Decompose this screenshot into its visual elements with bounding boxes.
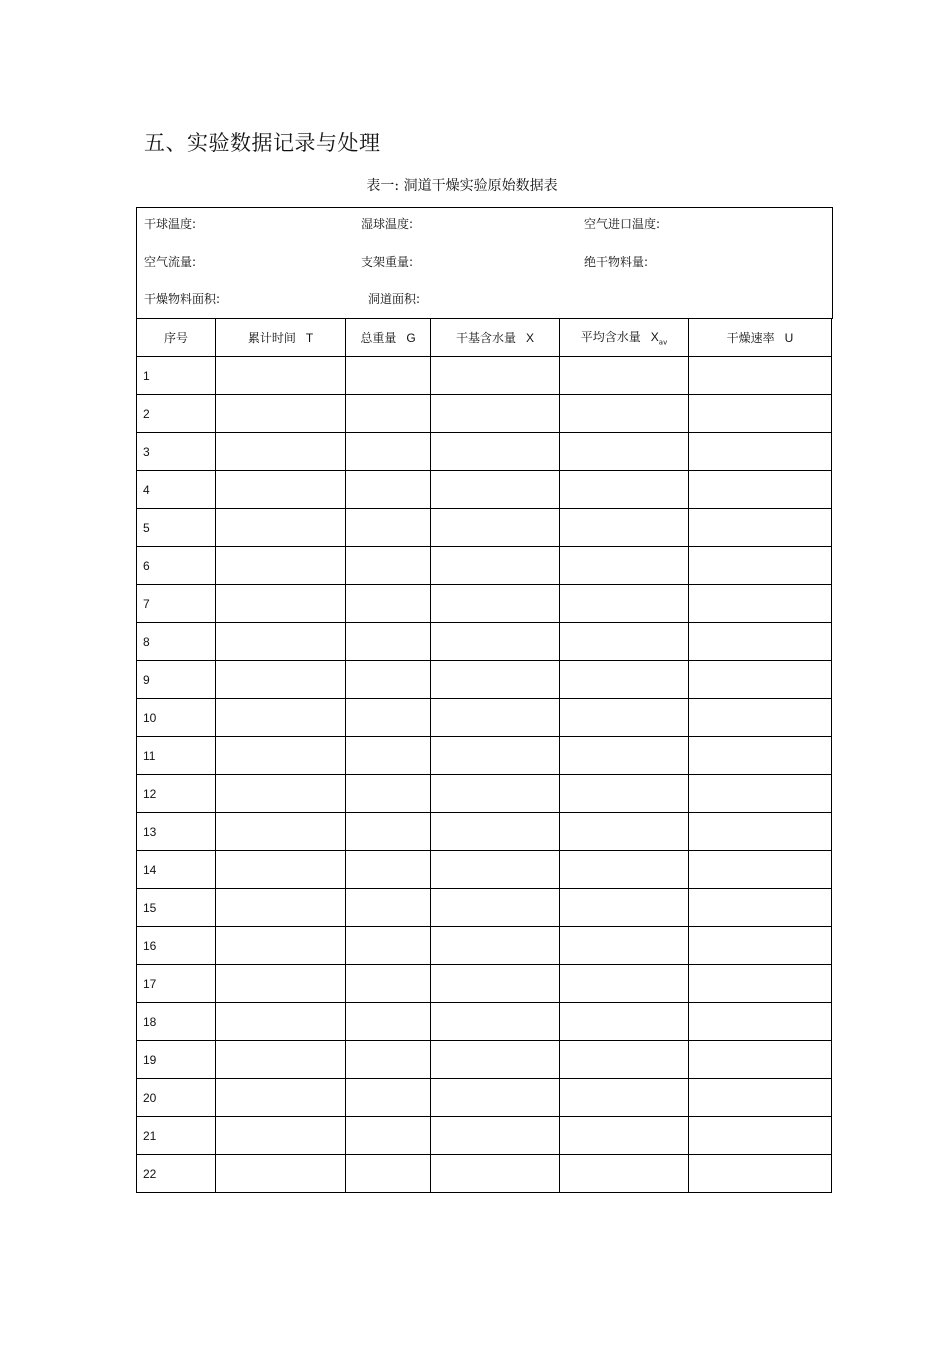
cumulative-time-cell[interactable]: [216, 1155, 346, 1193]
dry-basis-moisture-cell[interactable]: [431, 851, 560, 889]
total-weight-cell[interactable]: [346, 1079, 431, 1117]
drying-rate-cell[interactable]: [689, 509, 832, 547]
dry-basis-moisture-cell[interactable]: [431, 471, 560, 509]
drying-rate-cell[interactable]: [689, 471, 832, 509]
drying-rate-cell[interactable]: [689, 1155, 832, 1193]
dry-basis-moisture-cell[interactable]: [431, 965, 560, 1003]
dry-basis-moisture-cell[interactable]: [431, 661, 560, 699]
average-moisture-cell[interactable]: [560, 927, 689, 965]
total-weight-cell[interactable]: [346, 623, 431, 661]
table-row: [137, 927, 832, 965]
drying-rate-cell[interactable]: [689, 965, 832, 1003]
average-moisture-cell[interactable]: [560, 965, 689, 1003]
total-weight-cell[interactable]: [346, 1041, 431, 1079]
row-index: 5: [137, 509, 216, 547]
cumulative-time-cell[interactable]: [216, 851, 346, 889]
table-row: [137, 661, 832, 699]
total-weight-cell[interactable]: [346, 395, 431, 433]
table-row: [137, 699, 832, 737]
total-weight-cell[interactable]: [346, 889, 431, 927]
row-index: 1: [137, 357, 216, 395]
total-weight-cell[interactable]: [346, 471, 431, 509]
average-moisture-cell[interactable]: [560, 1079, 689, 1117]
drying-rate-cell[interactable]: [689, 889, 832, 927]
dry-basis-moisture-cell[interactable]: [431, 775, 560, 813]
row-index: 19: [137, 1041, 216, 1079]
total-weight-cell[interactable]: [346, 1155, 431, 1193]
drying-rate-cell[interactable]: [689, 395, 832, 433]
drying-rate-cell[interactable]: [689, 585, 832, 623]
table-row: [137, 737, 832, 775]
cumulative-time-cell[interactable]: [216, 737, 346, 775]
drying-rate-cell[interactable]: [689, 1041, 832, 1079]
row-index: 15: [137, 889, 216, 927]
dry-basis-moisture-cell[interactable]: [431, 737, 560, 775]
total-weight-cell[interactable]: [346, 547, 431, 585]
table-row: [137, 357, 832, 395]
row-index: 13: [137, 813, 216, 851]
info-box: [136, 207, 833, 319]
table-row: [137, 433, 832, 471]
dry-basis-moisture-cell[interactable]: [431, 699, 560, 737]
row-index: 22: [137, 1155, 216, 1193]
cumulative-time-cell[interactable]: [216, 1117, 346, 1155]
dry-basis-moisture-cell[interactable]: [431, 433, 560, 471]
row-index: 2: [137, 395, 216, 433]
row-index: 14: [137, 851, 216, 889]
average-moisture-cell[interactable]: [560, 1003, 689, 1041]
cumulative-time-cell[interactable]: [216, 1079, 346, 1117]
average-moisture-cell[interactable]: [560, 623, 689, 661]
info-field-tunnel-area: 洞道面积:: [368, 292, 421, 306]
average-moisture-cell[interactable]: [560, 813, 689, 851]
total-weight-cell[interactable]: [346, 661, 431, 699]
average-moisture-cell[interactable]: [560, 851, 689, 889]
drying-rate-cell[interactable]: [689, 1003, 832, 1041]
row-index: 20: [137, 1079, 216, 1117]
drying-rate-cell[interactable]: [689, 623, 832, 661]
dry-basis-moisture-cell[interactable]: [431, 1003, 560, 1041]
average-moisture-cell[interactable]: [560, 699, 689, 737]
drying-rate-cell[interactable]: [689, 927, 832, 965]
table-row: [137, 965, 832, 1003]
cumulative-time-cell[interactable]: [216, 357, 346, 395]
cumulative-time-cell[interactable]: [216, 965, 346, 1003]
total-weight-cell[interactable]: [346, 699, 431, 737]
average-moisture-cell[interactable]: [560, 737, 689, 775]
total-weight-cell[interactable]: [346, 1117, 431, 1155]
info-field-wet-bulb-temp: 湿球温度:: [361, 217, 414, 231]
dry-basis-moisture-cell[interactable]: [431, 889, 560, 927]
info-field-material-area: 干燥物料面积:: [144, 292, 221, 306]
row-index: 11: [137, 737, 216, 775]
total-weight-cell[interactable]: [346, 737, 431, 775]
average-moisture-cell[interactable]: [560, 661, 689, 699]
average-moisture-cell[interactable]: [560, 889, 689, 927]
cumulative-time-cell[interactable]: [216, 547, 346, 585]
table-row: [137, 851, 832, 889]
average-moisture-cell[interactable]: [560, 395, 689, 433]
drying-rate-cell[interactable]: [689, 851, 832, 889]
cumulative-time-cell[interactable]: [216, 775, 346, 813]
cumulative-time-cell[interactable]: [216, 927, 346, 965]
average-moisture-cell[interactable]: [560, 509, 689, 547]
average-moisture-cell[interactable]: [560, 585, 689, 623]
dry-basis-moisture-cell[interactable]: [431, 1155, 560, 1193]
dry-basis-moisture-cell[interactable]: [431, 395, 560, 433]
header-index: 序号: [137, 319, 216, 357]
drying-rate-cell[interactable]: [689, 1117, 832, 1155]
total-weight-cell[interactable]: [346, 775, 431, 813]
table-row: [137, 547, 832, 585]
row-index: 4: [137, 471, 216, 509]
dry-basis-moisture-cell[interactable]: [431, 357, 560, 395]
table-row: [137, 1117, 832, 1155]
info-field-air-flow: 空气流量:: [144, 255, 197, 269]
header-cumulative-time: 累计时间 T: [216, 319, 346, 357]
row-index: 3: [137, 433, 216, 471]
drying-rate-cell[interactable]: [689, 357, 832, 395]
total-weight-cell[interactable]: [346, 509, 431, 547]
drying-rate-cell[interactable]: [689, 547, 832, 585]
info-field-air-inlet-temp: 空气进口温度:: [584, 217, 661, 231]
average-moisture-cell[interactable]: [560, 433, 689, 471]
dry-basis-moisture-cell[interactable]: [431, 1079, 560, 1117]
table-row: [137, 813, 832, 851]
header-row: [137, 319, 832, 357]
cumulative-time-cell[interactable]: [216, 889, 346, 927]
total-weight-cell[interactable]: [346, 965, 431, 1003]
header-dry-basis-moisture: 干基含水量 X: [431, 319, 560, 357]
row-index: 12: [137, 775, 216, 813]
dry-basis-moisture-cell[interactable]: [431, 1117, 560, 1155]
drying-rate-cell[interactable]: [689, 661, 832, 699]
info-field-dry-bulb-temp: 干球温度:: [144, 217, 197, 231]
total-weight-cell[interactable]: [346, 1003, 431, 1041]
header-total-weight: 总重量 G: [346, 319, 431, 357]
dry-basis-moisture-cell[interactable]: [431, 927, 560, 965]
dry-basis-moisture-cell[interactable]: [431, 813, 560, 851]
drying-rate-cell[interactable]: [689, 1079, 832, 1117]
total-weight-cell[interactable]: [346, 851, 431, 889]
drying-rate-cell[interactable]: [689, 699, 832, 737]
drying-rate-cell[interactable]: [689, 737, 832, 775]
cumulative-time-cell[interactable]: [216, 509, 346, 547]
cumulative-time-cell[interactable]: [216, 661, 346, 699]
dry-basis-moisture-cell[interactable]: [431, 1041, 560, 1079]
cumulative-time-cell[interactable]: [216, 471, 346, 509]
cumulative-time-cell[interactable]: [216, 623, 346, 661]
row-index: 8: [137, 623, 216, 661]
table-row: [137, 1155, 832, 1193]
data-table: [136, 318, 832, 1193]
average-moisture-cell[interactable]: [560, 1117, 689, 1155]
drying-rate-cell[interactable]: [689, 775, 832, 813]
total-weight-cell[interactable]: [346, 585, 431, 623]
row-index: 6: [137, 547, 216, 585]
table-row: [137, 1079, 832, 1117]
total-weight-cell[interactable]: [346, 813, 431, 851]
cumulative-time-cell[interactable]: [216, 395, 346, 433]
row-index: 10: [137, 699, 216, 737]
total-weight-cell[interactable]: [346, 433, 431, 471]
dry-basis-moisture-cell[interactable]: [431, 585, 560, 623]
info-field-dry-material-mass: 绝干物料量:: [584, 255, 649, 269]
table-row: [137, 395, 832, 433]
section-title: 五、实验数据记录与处理: [144, 131, 381, 155]
table-row: [137, 889, 832, 927]
row-index: 9: [137, 661, 216, 699]
table-row: [137, 509, 832, 547]
row-index: 18: [137, 1003, 216, 1041]
average-moisture-cell[interactable]: [560, 471, 689, 509]
row-index: 21: [137, 1117, 216, 1155]
table-row: [137, 1003, 832, 1041]
row-index: 7: [137, 585, 216, 623]
cumulative-time-cell[interactable]: [216, 1003, 346, 1041]
cumulative-time-cell[interactable]: [216, 1041, 346, 1079]
dry-basis-moisture-cell[interactable]: [431, 509, 560, 547]
table-row: [137, 775, 832, 813]
drying-rate-cell[interactable]: [689, 813, 832, 851]
header-drying-rate: 干燥速率 U: [689, 319, 832, 357]
info-field-rack-weight: 支架重量:: [361, 255, 414, 269]
cumulative-time-cell[interactable]: [216, 585, 346, 623]
average-moisture-cell[interactable]: [560, 775, 689, 813]
dry-basis-moisture-cell[interactable]: [431, 623, 560, 661]
table-body: [137, 357, 832, 1193]
total-weight-cell[interactable]: [346, 927, 431, 965]
table-row: [137, 1041, 832, 1079]
table-caption-text: 表一: 洞道干燥实验原始数据表: [366, 178, 558, 194]
dry-basis-moisture-cell[interactable]: [431, 547, 560, 585]
average-moisture-cell[interactable]: [560, 547, 689, 585]
row-index: 17: [137, 965, 216, 1003]
row-index: 16: [137, 927, 216, 965]
cumulative-time-cell[interactable]: [216, 433, 346, 471]
table-caption: [0, 175, 950, 195]
header-average-moisture: 平均含水量 $X_{av}$: [560, 319, 689, 357]
cumulative-time-cell[interactable]: [216, 699, 346, 737]
table-row: [137, 471, 832, 509]
average-moisture-cell[interactable]: [560, 1155, 689, 1193]
drying-rate-cell[interactable]: [689, 433, 832, 471]
cumulative-time-cell[interactable]: [216, 813, 346, 851]
average-moisture-cell[interactable]: [560, 357, 689, 395]
average-moisture-cell[interactable]: [560, 1041, 689, 1079]
table-row: [137, 585, 832, 623]
table-row: [137, 623, 832, 661]
total-weight-cell[interactable]: [346, 357, 431, 395]
